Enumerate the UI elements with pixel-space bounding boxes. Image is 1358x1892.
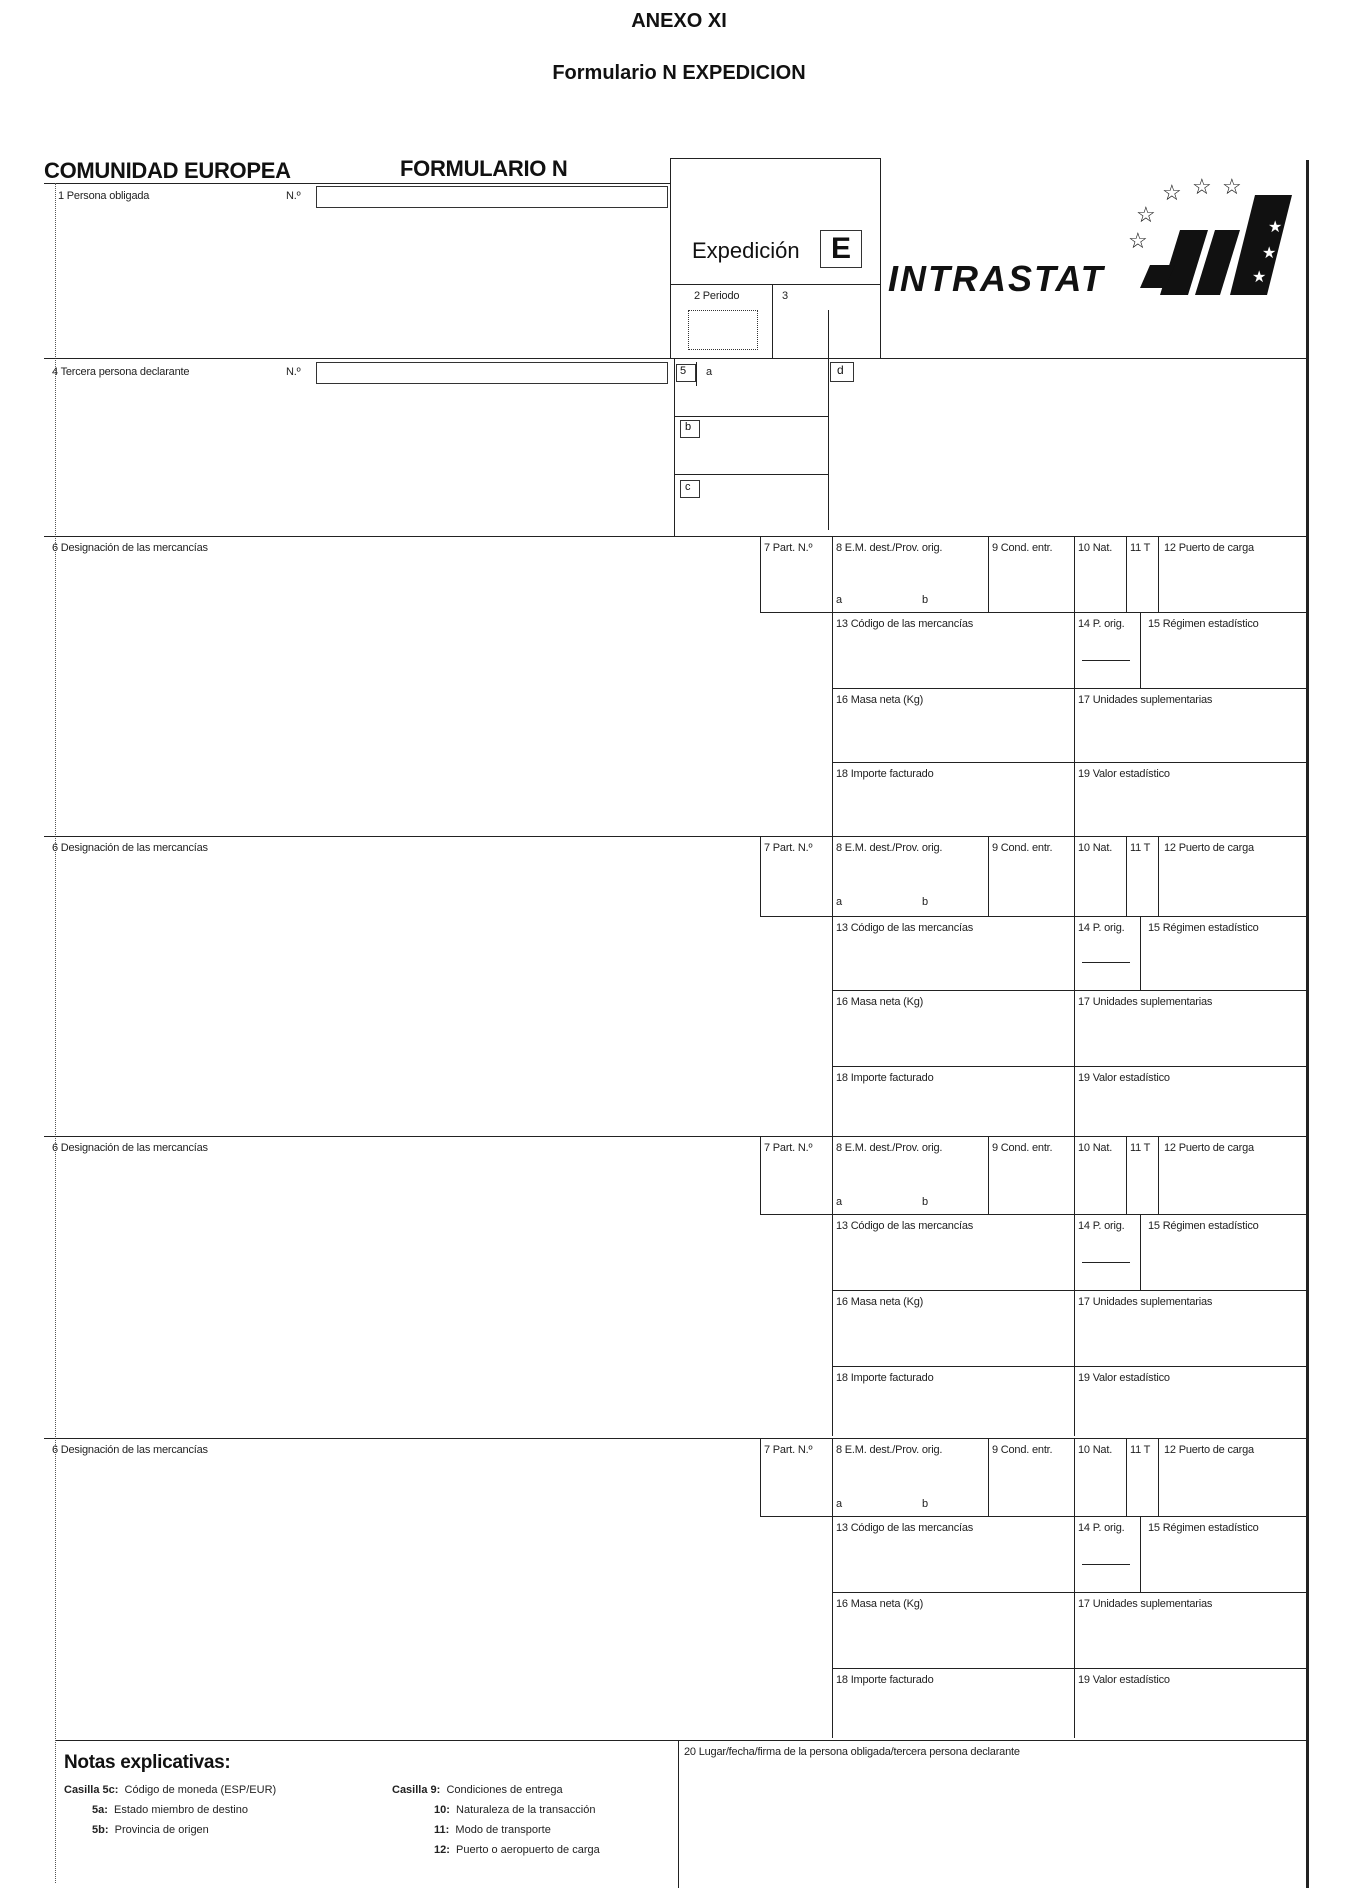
item4-box13-label: 13 Código de las mercancías <box>836 1522 974 1534</box>
box20-label: 20 Lugar/fecha/firma de la persona obligada/tercera persona declarante <box>684 1746 1020 1758</box>
item2-box10-label: 10 Nat. <box>1078 842 1113 854</box>
item2-box17-label: 17 Unidades suplementarias <box>1078 996 1213 1008</box>
item1-box6-label: 6 Designación de las mercancías <box>52 542 208 554</box>
item3-box17-label: 17 Unidades suplementarias <box>1078 1296 1213 1308</box>
item3-box11-label: 11 T <box>1130 1142 1151 1154</box>
item4-box6-label: 6 Designación de las mercancías <box>52 1444 208 1456</box>
item1-box19-label: 19 Valor estadístico <box>1078 768 1170 780</box>
svg-text:★: ★ <box>1262 245 1277 262</box>
community-heading: COMUNIDAD EUROPEA <box>44 158 291 183</box>
item2-box16-label: 16 Masa neta (Kg) <box>836 996 924 1008</box>
form-title: Formulario N EXPEDICION <box>552 62 806 84</box>
item2-box15-label: 15 Régimen estadístico <box>1148 922 1259 934</box>
item4-box8b-label: b <box>922 1498 928 1510</box>
box5b-label: b <box>680 420 700 438</box>
item1-box13-label: 13 Código de las mercancías <box>836 618 974 630</box>
box2-period-field[interactable] <box>688 310 758 350</box>
intrastat-emblem-icon <box>1120 170 1300 300</box>
box1-number-field[interactable] <box>316 186 668 208</box>
item1-box15-label: 15 Régimen estadístico <box>1148 618 1259 630</box>
notes-heading: Notas explicativas: <box>64 1752 231 1773</box>
note-right-1: Casilla 9: Condiciones de entrega <box>392 1784 563 1796</box>
item3-box7-label: 7 Part. N.º <box>764 1142 813 1154</box>
item4-box16-label: 16 Masa neta (Kg) <box>836 1598 924 1610</box>
box2-label: 2 Periodo <box>694 290 740 302</box>
item3-box15-label: 15 Régimen estadístico <box>1148 1220 1259 1232</box>
item4-box17-label: 17 Unidades suplementarias <box>1078 1598 1213 1610</box>
intrastat-logo: INTRASTAT <box>888 258 1105 299</box>
item3-box8-label: 8 E.M. dest./Prov. orig. <box>836 1142 943 1154</box>
item3-box9-label: 9 Cond. entr. <box>992 1142 1053 1154</box>
box5d-label: d <box>830 362 854 382</box>
svg-text:☆: ☆ <box>1192 174 1212 199</box>
box4-label: 4 Tercera persona declarante <box>52 366 190 378</box>
item2-box11-label: 11 T <box>1130 842 1151 854</box>
item4-box12-label: 12 Puerto de carga <box>1164 1444 1254 1456</box>
item3-box19-label: 19 Valor estadístico <box>1078 1372 1170 1384</box>
item4-box7-label: 7 Part. N.º <box>764 1444 813 1456</box>
annex-title: ANEXO XI <box>631 10 727 32</box>
item2-box8-label: 8 E.M. dest./Prov. orig. <box>836 842 943 854</box>
item1-box7-label: 7 Part. N.º <box>764 542 813 554</box>
item1-box8-label: 8 E.M. dest./Prov. orig. <box>836 542 943 554</box>
item1-box9-label: 9 Cond. entr. <box>992 542 1053 554</box>
item1-box8a-label: a <box>836 594 842 606</box>
item1-box12-label: 12 Puerto de carga <box>1164 542 1254 554</box>
item3-box8a-label: a <box>836 1196 842 1208</box>
item3-box6-label: 6 Designación de las mercancías <box>52 1142 208 1154</box>
item1-box16-label: 16 Masa neta (Kg) <box>836 694 924 706</box>
expedition-label: Expedición <box>692 238 800 263</box>
item2-box19-label: 19 Valor estadístico <box>1078 1072 1170 1084</box>
item1-box8b-label: b <box>922 594 928 606</box>
item3-box16-label: 16 Masa neta (Kg) <box>836 1296 924 1308</box>
item4-box11-label: 11 T <box>1130 1444 1151 1456</box>
box5c-label: c <box>680 480 700 498</box>
item1-box14-label: 14 P. orig. <box>1078 618 1125 630</box>
item4-box8-label: 8 E.M. dest./Prov. orig. <box>836 1444 943 1456</box>
box5-label: 5 <box>676 364 696 382</box>
svg-text:☆: ☆ <box>1136 202 1156 227</box>
item1-box17-label: 17 Unidades suplementarias <box>1078 694 1213 706</box>
svg-text:☆: ☆ <box>1162 180 1182 205</box>
item1-box11-label: 11 T <box>1130 542 1151 554</box>
box4-nr-label: N.º <box>286 366 301 378</box>
item2-box12-label: 12 Puerto de carga <box>1164 842 1254 854</box>
item2-box8b-label: b <box>922 896 928 908</box>
box3-label: 3 <box>782 290 788 302</box>
box1-nr-label: N.º <box>286 190 301 202</box>
item3-box18-label: 18 Importe facturado <box>836 1372 934 1384</box>
item3-box12-label: 12 Puerto de carga <box>1164 1142 1254 1154</box>
item3-box13-label: 13 Código de las mercancías <box>836 1220 974 1232</box>
item2-box8a-label: a <box>836 896 842 908</box>
box1-label: 1 Persona obligada <box>58 190 150 202</box>
item4-box14-label: 14 P. orig. <box>1078 1522 1125 1534</box>
expedition-code-box: E <box>820 230 862 268</box>
note-left-1: Casilla 5c: Código de moneda (ESP/EUR) <box>64 1784 277 1796</box>
note-right-2: 10: Naturaleza de la transacción <box>434 1804 596 1816</box>
svg-text:★: ★ <box>1252 269 1267 286</box>
form-name-heading: FORMULARIO N <box>400 156 568 181</box>
item2-box14-label: 14 P. orig. <box>1078 922 1125 934</box>
box5a-label: a <box>706 366 712 378</box>
note-right-3: 11: Modo de transporte <box>434 1824 551 1836</box>
svg-text:★: ★ <box>1268 219 1283 236</box>
item2-box9-label: 9 Cond. entr. <box>992 842 1053 854</box>
item4-box18-label: 18 Importe facturado <box>836 1674 934 1686</box>
item3-box8b-label: b <box>922 1196 928 1208</box>
item4-box10-label: 10 Nat. <box>1078 1444 1113 1456</box>
item2-box18-label: 18 Importe facturado <box>836 1072 934 1084</box>
item2-box7-label: 7 Part. N.º <box>764 842 813 854</box>
item2-box13-label: 13 Código de las mercancías <box>836 922 974 934</box>
note-left-3: 5b: Provincia de origen <box>92 1824 209 1836</box>
note-right-4: 12: Puerto o aeropuerto de carga <box>434 1844 600 1856</box>
item3-box10-label: 10 Nat. <box>1078 1142 1113 1154</box>
item4-box8a-label: a <box>836 1498 842 1510</box>
item2-box6-label: 6 Designación de las mercancías <box>52 842 208 854</box>
item3-box14-label: 14 P. orig. <box>1078 1220 1125 1232</box>
svg-text:☆: ☆ <box>1128 228 1148 253</box>
item4-box9-label: 9 Cond. entr. <box>992 1444 1053 1456</box>
svg-text:☆: ☆ <box>1222 174 1242 199</box>
note-left-2: 5a: Estado miembro de destino <box>92 1804 248 1816</box>
item4-box19-label: 19 Valor estadístico <box>1078 1674 1170 1686</box>
box4-number-field[interactable] <box>316 362 668 384</box>
item4-box15-label: 15 Régimen estadístico <box>1148 1522 1259 1534</box>
item1-box18-label: 18 Importe facturado <box>836 768 934 780</box>
item1-box10-label: 10 Nat. <box>1078 542 1113 554</box>
